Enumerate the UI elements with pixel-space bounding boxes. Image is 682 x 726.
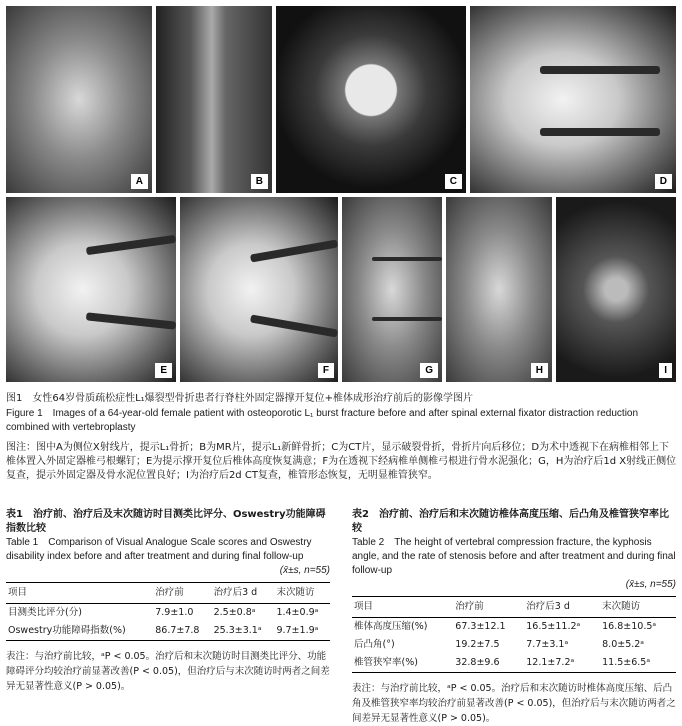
table-1-title-en: Table 1 Comparison of Visual Analogue Scale scores and Oswestry disability index before and after treatment and during final follow-up xyxy=(6,537,312,562)
table-1 xyxy=(6,508,330,694)
table-2-stat: (x̄±s, n=55) xyxy=(625,579,676,590)
table-header-row xyxy=(352,597,676,618)
table-2-title-cn: 表2 治疗前、治疗后和末次随访椎体高度压缩、后凸角及椎管狭窄率比较 xyxy=(352,509,669,534)
table-2-note: 表注：与治疗前比较，ᵃP < 0.05。治疗后和末次随访时椎体高度压缩、后凸角及椎管狭窄率均较治疗前显著改善(P < 0.05)，但治疗后与末次随访两者之间差异无显著性意义(P > 0.05)。 xyxy=(352,683,676,724)
panel-label-g: G xyxy=(420,363,438,378)
table-cell: 12.1±7.2ᵃ xyxy=(524,654,600,673)
fixator-rod xyxy=(86,312,176,329)
figure-panel-g xyxy=(342,197,442,382)
table-cell: 16.5±11.2ᵃ xyxy=(526,621,581,632)
table-cell: 后凸角(°) xyxy=(354,639,395,650)
table-cell: 目测类比评分(分) xyxy=(8,607,82,618)
panel-label-a: A xyxy=(131,174,148,189)
fixator-rod xyxy=(540,128,660,136)
table-header: 治疗后3 d xyxy=(524,597,600,618)
panel-label-e: E xyxy=(155,363,172,378)
table-header: 治疗后3 d xyxy=(212,583,275,604)
table-cell: 19.2±7.5 xyxy=(455,639,500,650)
figure-panel-c xyxy=(276,6,466,193)
figure-panel-h xyxy=(446,197,552,382)
figure-caption-cn: 图1 女性64岁骨质疏松症性L₁爆裂型骨折患者行脊柱外固定器撑开复位+椎体成形治疗前后的影像学图片 xyxy=(6,393,474,404)
fixator-rod xyxy=(86,235,176,255)
table-header: 项目 xyxy=(6,583,153,604)
figure-panel-b xyxy=(156,6,272,193)
figure-caption-en: Figure 1 Images of a 64-year-old female patient with osteoporotic L₁ burst fracture before and after spinal external fixator distraction reduction combined with vertebroplasty xyxy=(6,408,639,433)
table-2-grid xyxy=(352,596,676,673)
fixator-rod xyxy=(372,257,442,261)
panel-label-c: C xyxy=(445,174,462,189)
table-cell: 11.5±6.5ᵃ xyxy=(600,654,676,673)
figure-panel-a xyxy=(6,6,152,193)
table-cell: 7.9±1.0 xyxy=(155,607,194,618)
panel-label-f: F xyxy=(318,363,334,378)
panel-label-d: D xyxy=(655,174,672,189)
table-cell: 9.7±1.9ᵃ xyxy=(274,622,330,641)
table-header: 末次随访 xyxy=(274,583,330,604)
table-header: 治疗前 xyxy=(153,583,211,604)
table-cell: 7.7±3.1ᵃ xyxy=(526,639,569,650)
table-cell: 16.8±10.5ᵃ xyxy=(602,621,657,632)
figure-panel-e xyxy=(6,197,176,382)
table-cell: 67.3±12.1 xyxy=(455,621,506,632)
figure-panel-f xyxy=(180,197,338,382)
table-row xyxy=(352,618,676,637)
panel-label-b: B xyxy=(251,174,268,189)
table-2-title-en: Table 2 The height of vertebral compression fracture, the kyphosis angle, and the rate of stenosis before and after treatment and during final follow-up xyxy=(352,537,676,576)
table-header: 治疗前 xyxy=(453,597,524,618)
fixator-rod xyxy=(540,66,660,74)
fixator-rod xyxy=(250,314,338,337)
table-row xyxy=(6,604,330,623)
table-1-note: 表注：与治疗前比较，ᵃP < 0.05。治疗后和末次随访时目测类比评分、功能障碍评分均较治疗前显著改善(P < 0.05)，但治疗后与末次随访时两者之间差异无显著性意义(P > 0.05)。 xyxy=(6,651,330,692)
table-header-row xyxy=(6,583,330,604)
table-cell: 25.3±3.1ᵃ xyxy=(212,622,275,641)
table-1-stat: (x̄±s, n=55) xyxy=(279,565,330,576)
table-row xyxy=(352,654,676,673)
table-header: 末次随访 xyxy=(600,597,676,618)
table-row xyxy=(6,622,330,641)
table-header: 项目 xyxy=(352,597,453,618)
table-1-grid xyxy=(6,582,330,641)
table-row xyxy=(352,636,676,654)
table-cell: 1.4±0.9ᵃ xyxy=(276,607,319,618)
panel-label-h: H xyxy=(531,363,548,378)
panel-label-i: I xyxy=(659,363,672,378)
table-cell: 86.7±7.8 xyxy=(153,622,211,641)
figure-panel-i xyxy=(556,197,676,382)
table-1-title-cn: 表1 治疗前、治疗后及末次随访时目测类比评分、Oswestry功能障碍指数比较 xyxy=(6,509,326,534)
table-2 xyxy=(352,508,676,726)
figure-note: 图注：图中A为侧位X射线片，提示L₁骨折；B为MR片，提示L₁新鲜骨折；C为CT片，显示破裂骨折，骨折片向后移位；D为术中透视下在病椎相邻上下椎体置入外固定器椎弓根螺钉；E为提示撑开复位后椎体高度恢复满意；F为在透视下经病椎单侧椎弓根进行骨水泥强化；G，H为治疗后1d X射线正侧位复查，提示外固定器及骨水泥位置良好；I为治疗后2d CT复查，椎管形态恢复，无明显椎管狭窄。 xyxy=(6,442,677,481)
table-cell: 椎管狭窄率(%) xyxy=(352,654,453,673)
table-cell: 8.0±5.2ᵃ xyxy=(602,639,645,650)
fixator-rod xyxy=(250,239,338,262)
figure-panel-d xyxy=(470,6,676,193)
table-cell: Oswestry功能障碍指数(%) xyxy=(6,622,153,641)
table-cell: 32.8±9.6 xyxy=(453,654,524,673)
table-cell: 椎体高度压缩(%) xyxy=(354,621,428,632)
table-cell: 2.5±0.8ᵃ xyxy=(213,607,256,618)
fixator-rod xyxy=(372,317,442,321)
